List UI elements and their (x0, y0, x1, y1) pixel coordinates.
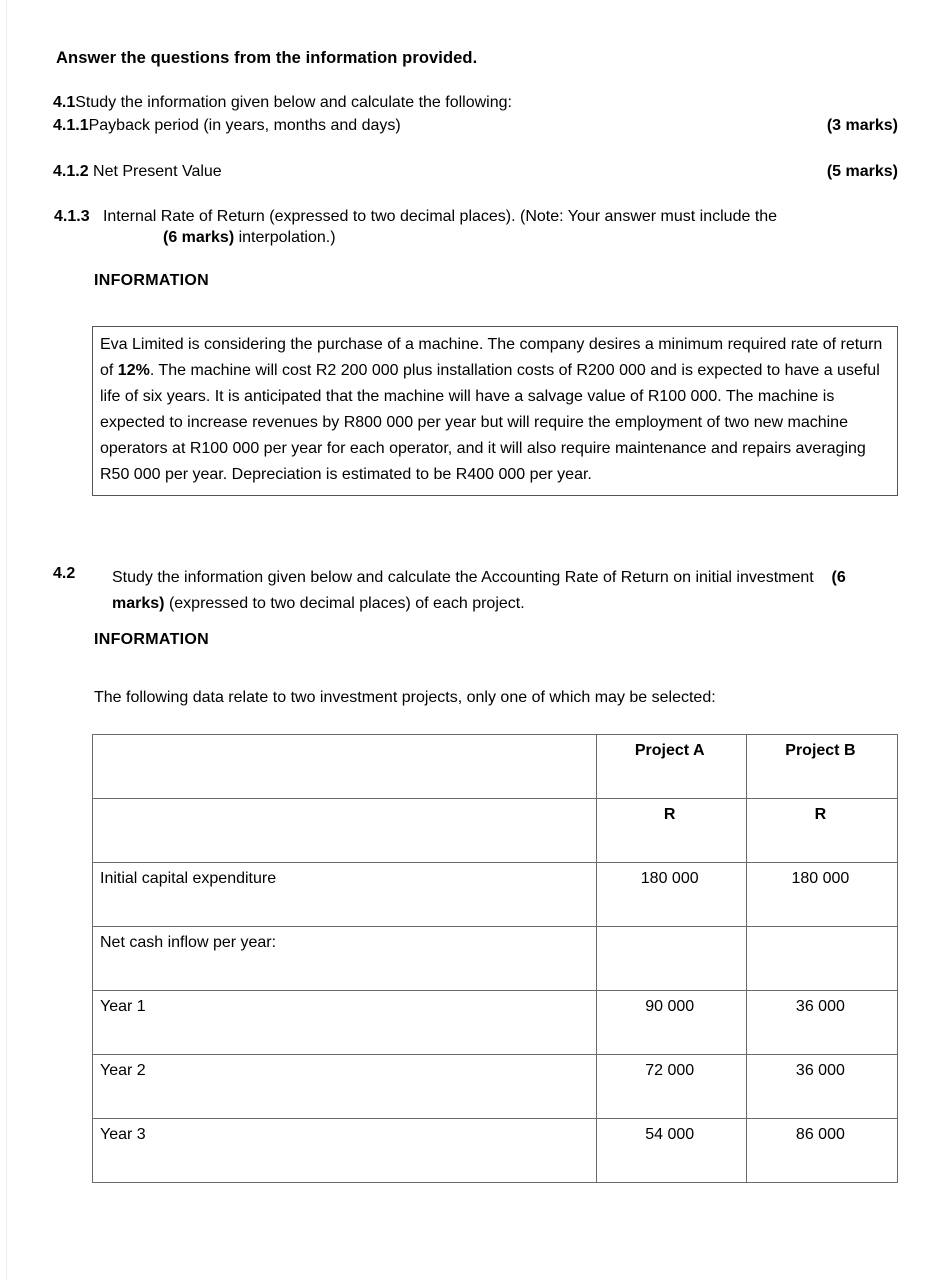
row-label: Year 2 (93, 1055, 597, 1119)
question-4-1-text: Study the information given below and calculate the following: (75, 94, 512, 111)
table-body (93, 735, 898, 1183)
question-4-1-3-number: 4.1.3 (54, 208, 90, 225)
currency-cell-project-a: R (596, 799, 746, 863)
row-value-project-b: 86 000 (746, 1119, 897, 1183)
table-header-row (93, 735, 898, 799)
row-value-project-b: 36 000 (746, 991, 897, 1055)
question-4-1-2 (53, 160, 222, 183)
question-4-1-2-number: 4.1.2 (53, 163, 89, 180)
row-value-project-a (596, 927, 746, 991)
question-4-2-part1: Study the information given below and calculate the Accounting Rate of Return on initial investment (112, 569, 814, 586)
row-value-project-a: 72 000 (596, 1055, 746, 1119)
row-value-project-a: 54 000 (596, 1119, 746, 1183)
row-label: Initial capital expenditure (93, 863, 597, 927)
information-box-part2: . The machine will cost R2 200 000 plus installation costs of R200 000 and is expected to have a useful life of six years. It is anticipated that the machine will have a salvage value of R100 000. The machine is expected to increase revenues by R800 000 per year but will require the employment of two new machine operators at R100 000 per year for each operator, and it will also require maintenance and repairs averaging R50 000 per year. Depreciation is estimated to be R400 000 per year. (100, 362, 880, 483)
row-value-project-a: 90 000 (596, 991, 746, 1055)
header-cell-label (93, 735, 597, 799)
question-4-1-3-text: Internal Rate of Return (expressed to two decimal places). (Note: Your answer must include the (102, 208, 778, 225)
question-4-1-3-tail: interpolation.) (234, 229, 336, 246)
question-4-1 (53, 91, 512, 114)
header-cell-project-b: Project B (746, 735, 897, 799)
row-value-project-a: 180 000 (596, 863, 746, 927)
information-box-part1: Eva Limited is considering the purchase of a machine. The company desires a minimum required rate of return of (100, 336, 883, 379)
table-currency-row (93, 799, 898, 863)
currency-cell-project-b: R (746, 799, 897, 863)
table-row (93, 863, 898, 927)
question-4-1-1 (53, 114, 401, 137)
currency-cell-label (93, 799, 597, 863)
question-4-1-3-line2 (163, 229, 336, 247)
table-row (93, 927, 898, 991)
question-4-1-1-number: 4.1.1 (53, 117, 89, 134)
row-value-project-b: 36 000 (746, 1055, 897, 1119)
information-heading-1: INFORMATION (94, 272, 209, 289)
table-row (93, 1055, 898, 1119)
question-4-2-number: 4.2 (53, 565, 76, 582)
question-4-2-text (112, 565, 852, 617)
question-4-1-1-text: Payback period (in years, months and days) (88, 117, 401, 134)
row-value-project-b (746, 927, 897, 991)
row-label: Year 3 (93, 1119, 597, 1183)
table-lead-in-text: The following data relate to two investment projects, only one of which may be selected: (94, 689, 716, 706)
row-label: Net cash inflow per year: (93, 927, 597, 991)
row-value-project-b: 180 000 (746, 863, 897, 927)
question-4-1-3 (54, 205, 899, 228)
page-title: Answer the questions from the information provided. (56, 49, 478, 67)
question-4-2-part2: (expressed to two decimal places) of each project. (168, 595, 525, 612)
question-4-1-number: 4.1 (53, 94, 76, 111)
information-heading-2: INFORMATION (94, 631, 209, 648)
marks-4-1-2: (5 marks) (826, 163, 898, 180)
table-row (93, 991, 898, 1055)
information-box-rate: 12% (117, 362, 150, 379)
row-label: Year 1 (93, 991, 597, 1055)
header-cell-project-a: Project A (596, 735, 746, 799)
marks-4-1-1: (3 marks) (826, 117, 898, 134)
information-box (92, 326, 898, 496)
investment-projects-table (92, 734, 898, 1183)
question-4-1-2-text: Net Present Value (88, 163, 222, 180)
marks-4-1-3: (6 marks) (163, 229, 235, 246)
marks-4-2: (6 marks) (112, 569, 846, 612)
table-row (93, 1119, 898, 1183)
